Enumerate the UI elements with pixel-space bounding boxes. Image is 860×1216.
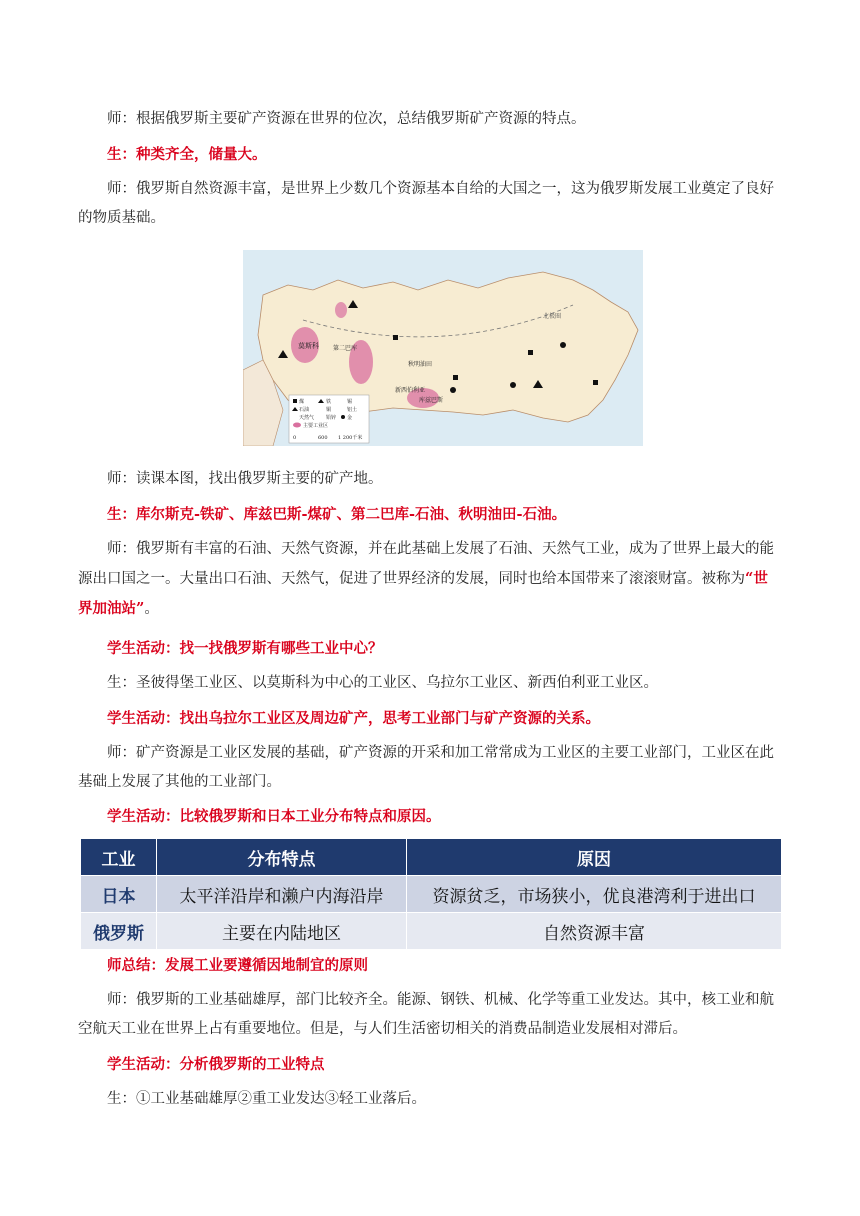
svg-text:煤: 煤 xyxy=(299,399,305,405)
paragraph-4: 师：读课本图，找出俄罗斯主要的矿产地。 xyxy=(107,471,383,487)
svg-text:铜: 铜 xyxy=(326,407,332,413)
paragraph-6: 师：俄罗斯有丰富的石油、天然气资源，并在此基础上发展了石油、天然气工业，成为了世界上最大的能源出口国之一。大量出口石油、天然气，促进了世界经济的发展，同时也给本国带来了滚滚财富。被称为“世界加油站”。 xyxy=(78,541,774,617)
paragraph-10: 师：矿产资源是工业区发展的基础，矿产资源的开采和加工常常成为工业区的主要工业部门，工业区在此基础上发展了其他的工业部门。 xyxy=(78,745,774,790)
gold-symbol xyxy=(450,387,456,393)
paragraph-15: 生：①工业基础雄厚②重工业发达③轻工业落后。 xyxy=(107,1091,426,1107)
svg-text:1 200千米: 1 200千米 xyxy=(338,435,363,441)
paragraph-14: 学生活动：分析俄罗斯的工业特点 xyxy=(107,1056,325,1073)
coal-symbol xyxy=(593,380,598,385)
svg-text:0: 0 xyxy=(293,435,297,441)
coal-symbol xyxy=(393,335,398,340)
table-cell: 日本 xyxy=(81,876,157,913)
label-tyumen: 秋明油田 xyxy=(408,361,433,368)
paragraph-9: 学生活动：找出乌拉尔工业区及周边矿产，思考工业部门与矿产资源的关系。 xyxy=(107,710,600,727)
gold-symbol xyxy=(560,342,566,348)
svg-text:主要工业区: 主要工业区 xyxy=(303,423,329,429)
label-baku2: 第二巴库 xyxy=(333,345,358,352)
table-header: 工业 xyxy=(81,839,157,876)
gold-symbol xyxy=(510,382,516,388)
coal-symbol xyxy=(528,350,533,355)
table-row xyxy=(81,913,782,950)
svg-text:铝土: 铝土 xyxy=(347,407,358,413)
table-header: 原因 xyxy=(407,839,782,876)
arctic-circle-label: 北极圈 xyxy=(543,313,562,320)
table-cell: 俄罗斯 xyxy=(81,913,157,950)
label-novosibirsk: 新西伯利亚 xyxy=(395,387,426,394)
russia-mineral-map xyxy=(243,250,643,446)
svg-text:铁: 铁 xyxy=(326,399,332,405)
label-kuzbass: 库兹巴斯 xyxy=(419,397,444,404)
paragraph-13: 师：俄罗斯的工业基础雄厚，部门比较齐全。能源、钢铁、机械、化学等重工业发达。其中，核工业和航空航天工业在世界上占有重要地位。但是，与人们生活密切相关的消费品制造业发展相对滞后。 xyxy=(78,992,774,1037)
comparison-table xyxy=(80,838,782,950)
svg-text:铅锌: 铅锌 xyxy=(326,415,337,421)
svg-text:金: 金 xyxy=(347,415,353,421)
paragraph-7: 学生活动：找一找俄罗斯有哪些工业中心？ xyxy=(107,640,383,657)
svg-text:600: 600 xyxy=(318,435,328,441)
table-header-row xyxy=(81,839,782,876)
table-row xyxy=(81,876,782,913)
svg-text:天然气: 天然气 xyxy=(299,415,315,421)
paragraph-5: 生：库尔斯克-铁矿、库兹巴斯-煤矿、第二巴库-石油、秋明油田-石油。 xyxy=(107,506,567,523)
table-cell: 自然资源丰富 xyxy=(407,913,782,950)
coal-symbol xyxy=(453,375,458,380)
svg-text:石油: 石油 xyxy=(299,407,310,413)
paragraph-1: 师：根据俄罗斯主要矿产资源在世界的位次，总结俄罗斯矿产资源的特点。 xyxy=(107,111,586,127)
paragraph-12: 师总结：发展工业要遵循因地制宜的原则 xyxy=(107,957,368,974)
paragraph-8: 生：圣彼得堡工业区、以莫斯科为中心的工业区、乌拉尔工业区、新西伯利亚工业区。 xyxy=(107,675,658,691)
paragraph-3: 师：俄罗斯自然资源丰富，是世界上少数几个资源基本自给的大国之一，这为俄罗斯发展工业奠定了良好的物质基础。 xyxy=(78,181,774,226)
table-cell: 主要在内陆地区 xyxy=(157,913,407,950)
table-cell: 资源贫乏，市场狭小，优良港湾利于进出口 xyxy=(407,876,782,913)
paragraph-11: 学生活动：比较俄罗斯和日本工业分布特点和原因。 xyxy=(107,808,441,825)
table-cell: 太平洋沿岸和濑户内海沿岸 xyxy=(157,876,407,913)
svg-text:锡: 锡 xyxy=(347,399,353,405)
paragraph-2: 生：种类齐全，储量大。 xyxy=(107,146,267,163)
industrial-area-spb xyxy=(335,302,347,318)
label-moscow: 莫斯科 xyxy=(298,342,319,350)
table-header: 分布特点 xyxy=(157,839,407,876)
